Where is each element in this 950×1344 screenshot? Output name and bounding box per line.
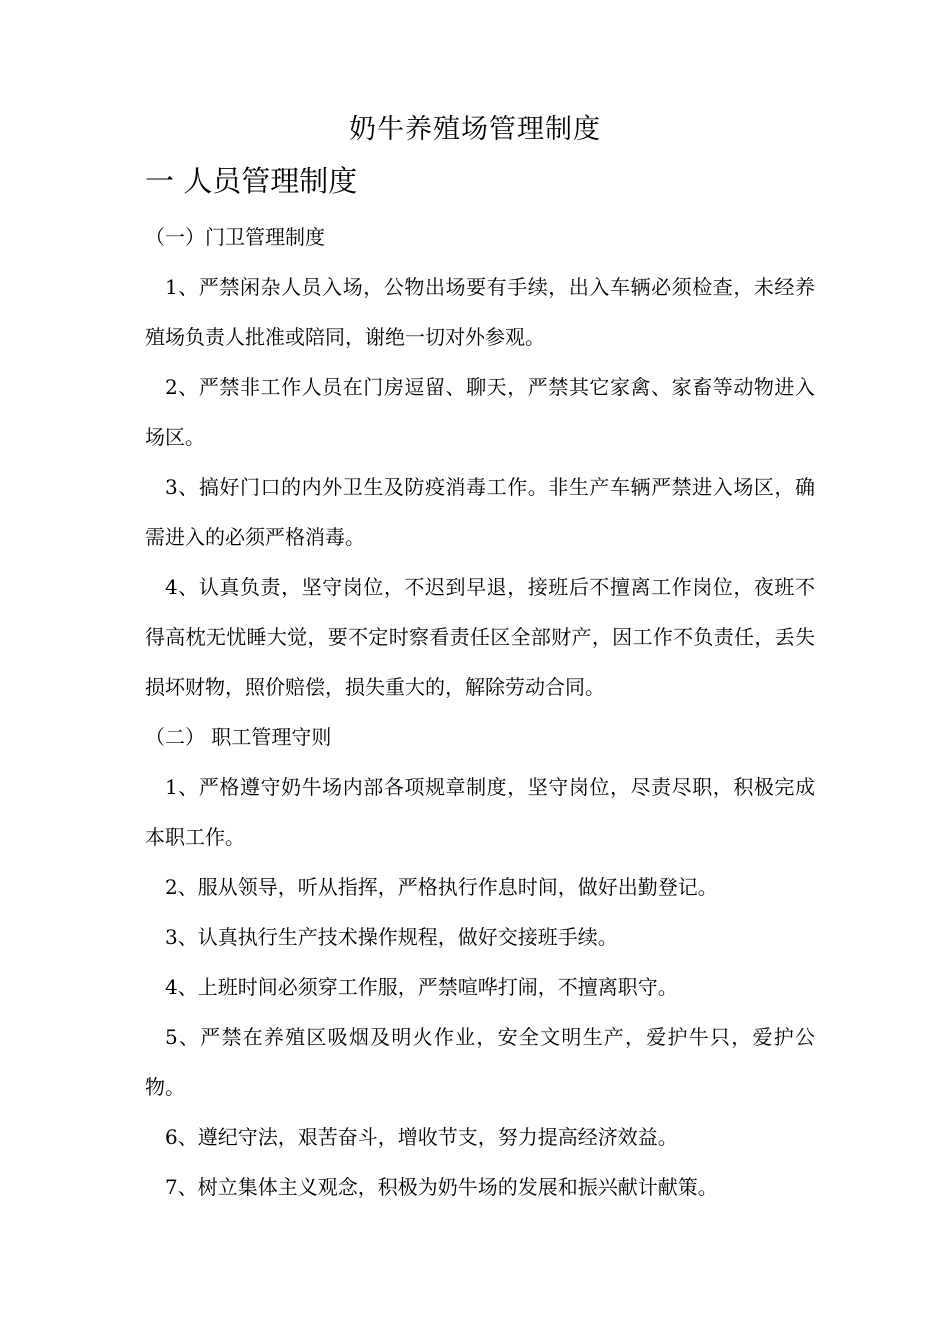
rule-item: 3、搞好门口的内外卫生及防疫消毒工作。非生产车辆严禁进入场区，确需进入的必须严格消毒。 (145, 475, 815, 549)
rule-item: 2、服从领导，听从指挥，严格执行作息时间，做好出勤登记。 (165, 875, 718, 899)
rule-item: 4、上班时间必须穿工作服，严禁喧哗打闹，不擅离职守。 (165, 975, 678, 999)
rule-item: 1、严格遵守奶牛场内部各项规章制度，坚守岗位，尽责尽职，积极完成本职工作。 (145, 775, 815, 849)
section-heading: 一 人员管理制度 (145, 164, 358, 198)
document-body (145, 212, 815, 1212)
rule-item: 7、树立集体主义观念，积极为奶牛场的发展和振兴献计献策。 (165, 1175, 718, 1199)
rule-item: 2、严禁非工作人员在门房逗留、聊天，严禁其它家禽、家畜等动物进入场区。 (145, 375, 815, 449)
subsection-heading-gatekeeper: （一）门卫管理制度 (145, 225, 325, 249)
subsection-heading-staff: （二） 职工管理守则 (145, 725, 332, 749)
rule-item: 4、认真负责，坚守岗位，不迟到早退，接班后不擅离工作岗位，夜班不得高枕无忧睡大觉，要不定时察看责任区全部财产，因工作不负责任，丢失损坏财物，照价赔偿，损失重大的，解除劳动合同。 (145, 575, 815, 699)
rule-item: 5、严禁在养殖区吸烟及明火作业，安全文明生产，爱护牛只，爱护公物。 (145, 1025, 815, 1099)
rule-item: 3、认真执行生产技术操作规程，做好交接班手续。 (165, 925, 618, 949)
rule-item: 6、遵纪守法，艰苦奋斗，增收节支，努力提高经济效益。 (165, 1125, 678, 1149)
document-title: 奶牛养殖场管理制度 (349, 114, 601, 145)
rule-item: 1、严禁闲杂人员入场，公物出场要有手续，出入车辆必须检查，未经养殖场负责人批准或陪同，谢绝一切对外参观。 (145, 275, 815, 349)
